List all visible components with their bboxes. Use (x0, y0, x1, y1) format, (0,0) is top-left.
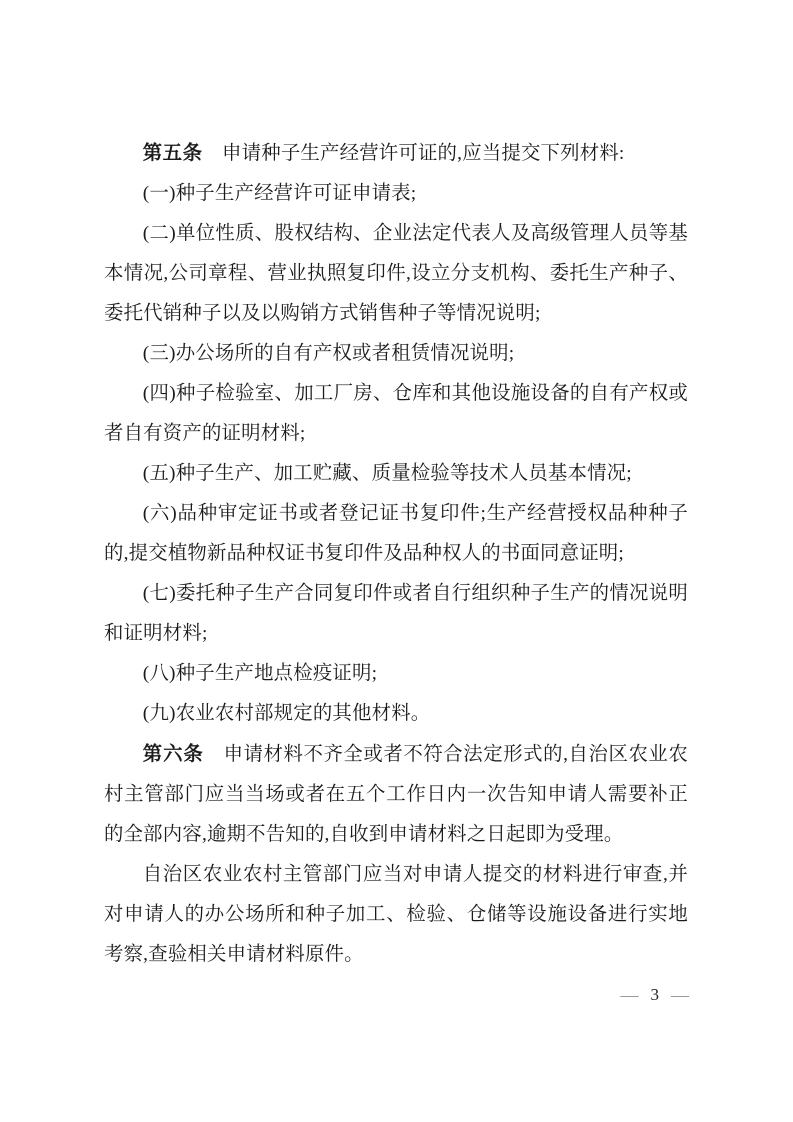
paragraph-text: (三)办公场所的自有产权或者租赁情况说明; (142, 343, 515, 364)
paragraph-text: (六)品种审定证书或者登记证书复印件;生产经营授权品种种子的,提交植物新品种权证书复印件及品种权人的书面同意证明; (104, 503, 688, 564)
paragraph (104, 334, 688, 374)
paragraph-text: (二)单位性质、股权结构、企业法定代表人及高级管理人员等基本情况,公司章程、营业执照复印件,设立分支机构、委托生产种子、委托代销种子以及以购销方式销售种子等情况说明; (104, 223, 688, 324)
paragraph-text: (一)种子生产经营许可证申请表; (142, 183, 417, 204)
page-number-dash-left: — (620, 985, 639, 1005)
paragraph (104, 694, 688, 734)
document-body (104, 133, 688, 975)
paragraph-text: (八)种子生产地点检疫证明; (142, 663, 378, 684)
page-number (621, 984, 690, 1006)
paragraph-text: (七)委托种子生产合同复印件或者自行组织种子生产的情况说明和证明材料; (104, 583, 688, 644)
article-number: 第六条 (142, 743, 204, 765)
paragraph (104, 133, 688, 174)
paragraph-text: 申请材料不齐全或者不符合法定形式的,自治区农业农村主管部门应当当场或者在五个工作日内一次告知申请人需要补正的全部内容,逾期不告知的,自收到申请材料之日起即为受理。 (104, 744, 688, 845)
paragraph-text: (九)农业农村部规定的其他材料。 (142, 703, 431, 724)
paragraph (104, 855, 688, 975)
paragraph (104, 174, 688, 214)
paragraph (104, 734, 688, 855)
article-number: 第五条 (142, 142, 203, 164)
page-number-dash-right: — (671, 985, 689, 1005)
paragraph (104, 654, 688, 694)
paragraph (104, 574, 688, 654)
page-number-value: 3 (650, 985, 659, 1004)
paragraph (104, 494, 688, 574)
paragraph (104, 374, 688, 454)
paragraph-text: 申请种子生产经营许可证的,应当提交下列材料: (202, 143, 625, 164)
paragraph-text: (四)种子检验室、加工厂房、仓库和其他设施设备的自有产权或者自有资产的证明材料; (104, 383, 688, 444)
paragraph-text: (五)种子生产、加工贮藏、质量检验等技术人员基本情况; (142, 463, 632, 484)
paragraph (104, 454, 688, 494)
paragraph-text: 自治区农业农村主管部门应当对申请人提交的材料进行审查,并对申请人的办公场所和种子加工、检验、仓储等设施设备进行实地考察,查验相关申请材料原件。 (104, 864, 688, 965)
paragraph (104, 214, 688, 334)
